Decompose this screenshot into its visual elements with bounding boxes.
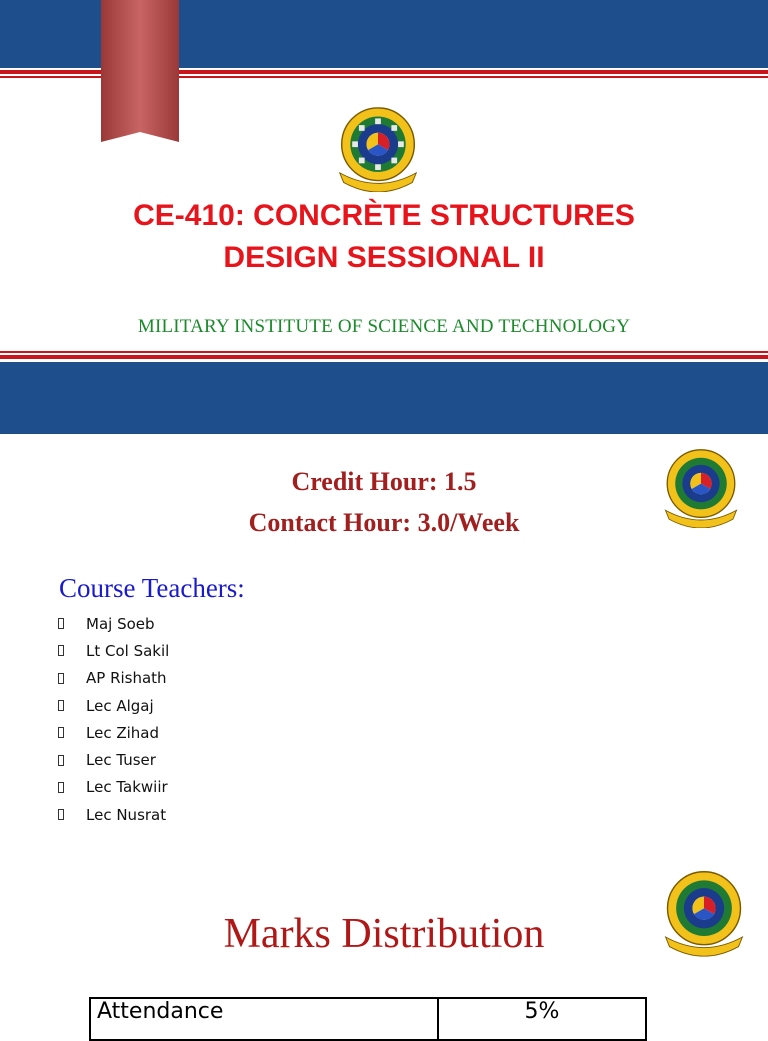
marks-table bbox=[89, 997, 647, 1041]
course-teachers-heading: Course Teachers: bbox=[59, 573, 245, 603]
list-item: Maj Soeb bbox=[58, 610, 169, 637]
bullet-icon bbox=[58, 700, 64, 711]
table-row bbox=[90, 998, 646, 1040]
list-item: Lec Zihad bbox=[58, 719, 169, 746]
institute-name: MILITARY INSTITUTE OF SCIENCE AND TECHNOLOGY bbox=[137, 316, 631, 337]
course-title-line-1: CE-410: CONCRÈTE STRUCTURES bbox=[133, 199, 635, 232]
title-slide bbox=[0, 0, 768, 434]
bottom-rule bbox=[0, 355, 768, 359]
list-item: Lec Algaj bbox=[58, 692, 169, 719]
marks-label: Attendance bbox=[90, 998, 438, 1040]
bullet-icon bbox=[58, 618, 64, 629]
bullet-icon bbox=[58, 755, 64, 766]
list-item: Lec Tuser bbox=[58, 746, 169, 773]
list-item: Lec Takwiir bbox=[58, 774, 169, 801]
list-item: Lec Nusrat bbox=[58, 801, 169, 828]
teacher-list bbox=[58, 610, 169, 828]
bottom-band bbox=[0, 362, 768, 434]
credit-hour: Credit Hour: 1.5 bbox=[291, 467, 477, 496]
mist-emblem-icon bbox=[330, 106, 426, 192]
mist-emblem-icon bbox=[656, 448, 746, 528]
bullet-icon bbox=[58, 727, 64, 738]
contact-hour: Contact Hour: 3.0/Week bbox=[248, 508, 520, 537]
marks-value: 5% bbox=[438, 998, 646, 1040]
bullet-icon bbox=[58, 645, 64, 656]
course-title-line-2: DESIGN SESSIONAL II bbox=[223, 241, 545, 274]
list-item: Lt Col Sakil bbox=[58, 637, 169, 664]
mist-emblem-icon bbox=[656, 868, 752, 958]
bottom-rule-thin bbox=[0, 351, 768, 353]
list-item: AP Rishath bbox=[58, 665, 169, 692]
marks-distribution-heading: Marks Distribution bbox=[223, 911, 545, 957]
bullet-icon bbox=[58, 673, 64, 684]
bookmark-ribbon-icon bbox=[101, 0, 179, 142]
bullet-icon bbox=[58, 782, 64, 793]
bullet-icon bbox=[58, 809, 64, 820]
